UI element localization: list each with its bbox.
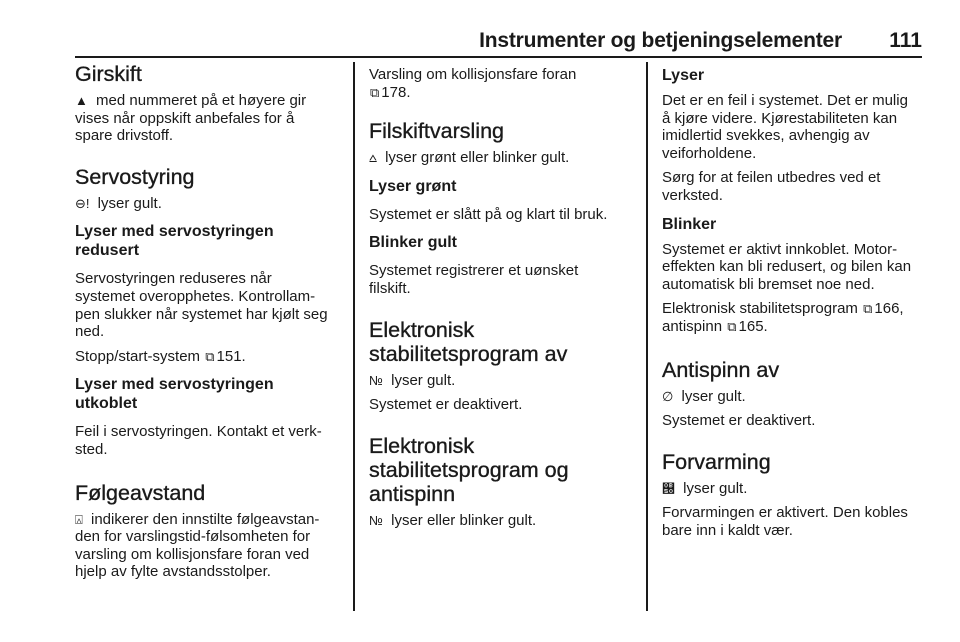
lyser-body2-line-1: Sørg for at feilen utbedres ved et bbox=[662, 169, 881, 187]
heading-filskiftvarsling: Filskiftvarsling bbox=[369, 119, 504, 144]
lyser-body1-line-2: å kjøre videre. Kjørestabiliteten kan bbox=[662, 109, 898, 127]
stopp-start-reference[interactable]: Stopp/start-system ⧉ 151. bbox=[75, 347, 246, 365]
girskift-text-2: vises når oppskift anbefales for å bbox=[75, 109, 295, 127]
heading-esc-tc-2: stabilitetsprogram og bbox=[369, 457, 569, 482]
page-number: 111 bbox=[889, 29, 922, 52]
lyser-body2-line-2: verksted. bbox=[662, 186, 723, 204]
servo-body1-line-3: pen slukker når systemet har kjølt seg bbox=[75, 305, 328, 323]
page-ref-icon: ⧉ bbox=[727, 318, 737, 334]
page-ref-icon: ⧉ bbox=[370, 84, 380, 100]
heading-antispinn-av: Antispinn av bbox=[662, 357, 780, 382]
subheading-servo-utkoblet-2: utkoblet bbox=[75, 395, 138, 413]
column-2 bbox=[369, 62, 631, 529]
page-header bbox=[0, 0, 960, 60]
blinker-body1-line-2: effekten kan bli redusert, og bilen kan bbox=[662, 258, 912, 276]
folge-text-3: varsling om kollisjonsfare foran ved bbox=[75, 545, 310, 563]
fil-body1: Systemet er slått på og klart til bruk. bbox=[369, 205, 608, 223]
subheading-servo-redusert-2: redusert bbox=[75, 242, 140, 260]
subheading-blinker: Blinker bbox=[662, 215, 717, 233]
lyser-body1-line-4: veiforholdene. bbox=[662, 144, 757, 162]
column-divider-2 bbox=[646, 62, 648, 611]
esc-warning-icon: № bbox=[369, 512, 383, 528]
esc-reference[interactable]: Elektronisk stabilitetsprogram ⧉ 166, bbox=[662, 300, 904, 318]
heading-esc-tc-1: Elektronisk bbox=[369, 433, 475, 458]
heading-servostyring: Servostyring bbox=[75, 164, 195, 189]
esc-body: Systemet er deaktivert. bbox=[369, 396, 523, 414]
folge-text-2: den for varslingstid-følsomheten for bbox=[75, 528, 311, 546]
servo-body1-line-4: ned. bbox=[75, 323, 105, 341]
header-divider bbox=[75, 56, 922, 58]
girskift-text-1: ▲ med nummeret på et høyere gir bbox=[75, 92, 307, 109]
antispinn-reference[interactable]: antispinn ⧉ 165. bbox=[662, 317, 768, 335]
servo-body1-line-1: Servostyringen reduseres når bbox=[75, 270, 272, 288]
following-distance-icon: ⍓ bbox=[75, 511, 83, 527]
lyser-body1-line-3: imidlertid svekkes, avhengig av bbox=[662, 127, 870, 145]
subheading-lyser: Lyser bbox=[662, 67, 705, 84]
traction-control-off-icon: ∅ bbox=[662, 388, 674, 404]
subheading-lyser-gront: Lyser grønt bbox=[369, 177, 457, 195]
esc-tc-status: № lyser eller blinker gult. bbox=[369, 511, 537, 529]
anti-status: ∅ lyser gult. bbox=[662, 387, 746, 405]
esc-status: № lyser gult. bbox=[369, 371, 456, 389]
servo-body1-line-2: systemet overopphetes. Kontrollam- bbox=[75, 287, 316, 305]
gear-up-arrow-icon: ▲ bbox=[75, 93, 88, 108]
heading-folgeavstand: Følgeavstand bbox=[75, 480, 206, 505]
folge-text-4: hjelp av fylte avstandsstolper. bbox=[75, 563, 271, 581]
collision-intro: Varsling om kollisjonsfare foran bbox=[369, 66, 577, 83]
power-steering-warning-icon: ⊖! bbox=[75, 195, 90, 211]
glow-plug-icon: ୐ bbox=[662, 480, 675, 496]
heading-girskift: Girskift bbox=[75, 62, 142, 86]
collision-reference[interactable]: ⧉ 178. bbox=[370, 83, 411, 101]
fil-status: ⩟ lyser grønt eller blinker gult. bbox=[369, 149, 570, 167]
fil-body2-line-1: Systemet registrerer et uønsket bbox=[369, 262, 579, 280]
column-1 bbox=[75, 62, 343, 581]
column-divider-1 bbox=[353, 62, 355, 611]
servo-body2-line-1: Feil i servostyringen. Kontakt et verk- bbox=[75, 423, 322, 441]
heading-forvarming: Forvarming bbox=[662, 449, 771, 474]
forv-body-line-1: Forvarmingen er aktivert. Den kobles bbox=[662, 504, 908, 522]
subheading-blinker-gult: Blinker gult bbox=[369, 234, 458, 252]
page-ref-icon: ⧉ bbox=[863, 301, 873, 317]
anti-body: Systemet er deaktivert. bbox=[662, 412, 816, 430]
forv-body-line-2: bare inn i kaldt vær. bbox=[662, 521, 793, 539]
lane-departure-icon: ⩟ bbox=[369, 150, 377, 166]
section-title: Instrumenter og betjeningselementer bbox=[479, 29, 842, 52]
column-3 bbox=[662, 62, 926, 540]
page-ref-icon: ⧉ bbox=[205, 348, 215, 364]
heading-esc-off-2: stabilitetsprogram av bbox=[369, 341, 568, 366]
fil-body2-line-2: filskift. bbox=[369, 279, 411, 297]
subheading-servo-utkoblet-1: Lyser med servostyringen bbox=[75, 376, 274, 394]
blinker-body1-line-1: Systemet er aktivt innkoblet. Motor- bbox=[662, 240, 898, 258]
blinker-body1-line-3: automatisk bli bremset noe ned. bbox=[662, 275, 875, 293]
heading-esc-tc-3: antispinn bbox=[369, 481, 456, 506]
girskift-text-3: spare drivstoff. bbox=[75, 127, 174, 145]
heading-esc-off-1: Elektronisk bbox=[369, 317, 475, 342]
folge-text-1: ⍓ indikerer den innstilte følgeavstan- bbox=[75, 510, 320, 528]
servo-body2-line-2: sted. bbox=[75, 440, 108, 458]
servo-status: ⊖! lyser gult. bbox=[75, 194, 162, 212]
forv-status: ୐ lyser gult. bbox=[662, 479, 748, 497]
lyser-body1-line-1: Det er en feil i systemet. Det er mulig bbox=[662, 92, 908, 109]
subheading-servo-redusert-1: Lyser med servostyringen bbox=[75, 223, 274, 241]
esc-off-icon: № bbox=[369, 372, 383, 388]
